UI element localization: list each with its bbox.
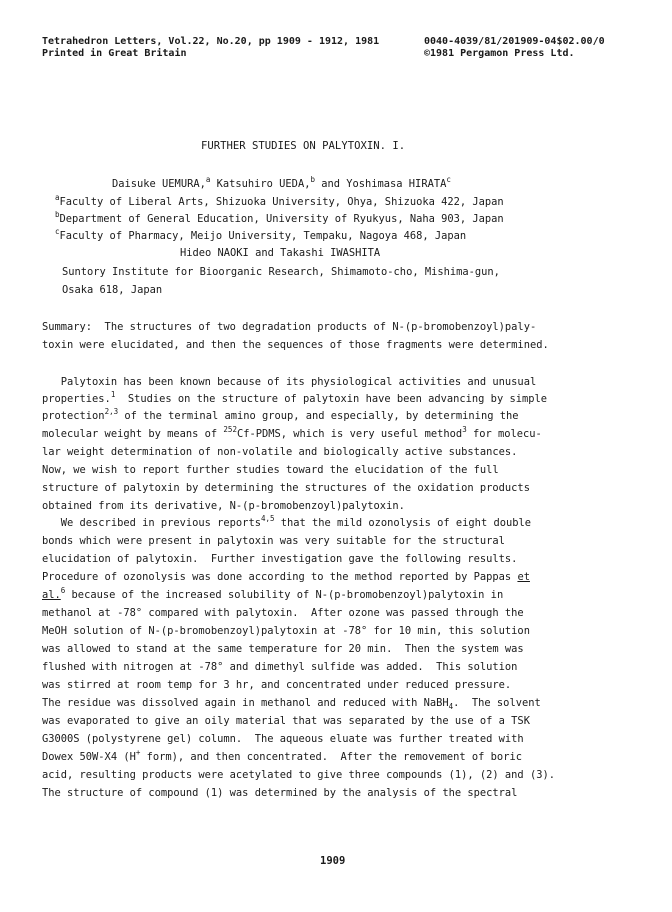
body-line-17: flushed with nitrogen at -78° and dimethyl sulfide was added. This solution [42,661,518,673]
body-line-21: G3000S (polystyrene gel) column. The aqueous eluate was further treated with [42,733,524,745]
body-line-8: obtained from its derivative, N-(p-bromobenzoyl)palytoxin. [42,500,405,512]
body-line-15: MeOH solution of N-(p-bromobenzoyl)palytoxin at -78° for 10 min, this solution [42,625,530,637]
affiliation-c-mark: c [55,227,60,236]
body-line-7: structure of palytoxin by determining the structures of the oxidation products [42,482,530,494]
body-line-20: was evaporated to give an oily material that was separated by the use of a TSK [42,715,530,727]
body-line-13 [42,586,504,601]
body-line-24: The structure of compound (1) was determined by the analysis of the spectral [42,787,518,799]
paper-title: FURTHER STUDIES ON PALYTOXIN. I. [201,140,406,152]
author-hirata: and Yoshimasa HIRATA [314,178,447,190]
body-line-9b: that the mild ozonolysis of eight double [274,517,531,529]
reference-6: 6 [60,586,66,595]
body-line-22 [42,748,522,763]
body-line-12a: Procedure of ozonolysis was done according to the method reported by Pappas [42,571,518,583]
article-code: 0040-4039/81/201909-04$02.00/0 [424,36,605,47]
author-uemura: Daisuke UEMURA, [112,178,206,190]
body-line-4 [42,425,542,440]
body-line-10: bonds which were present in palytoxin was very suitable for the structural [42,535,505,547]
body-line-3 [42,407,519,422]
body-line-19b: . The solvent [453,697,541,709]
copyright-notice: ©1981 Pergamon Press Ltd. [424,48,575,59]
reference-1: 1 [110,390,116,399]
body-line-14: methanol at -78° compared with palytoxin. After ozone was passed through the [42,607,524,619]
body-line-23: acid, resulting products were acetylated to give three compounds (1), (2) and (3). [42,769,555,781]
author-ueda-affil: b [310,175,315,184]
journal-citation: Tetrahedron Letters, Vol.22, No.20, pp 1909 - 1912, 1981 [42,36,380,47]
body-line-2a: properties. [42,393,111,405]
body-line-4c: for molecu- [466,428,542,440]
body-line-1: Palytoxin has been known because of its physiological activities and unusual [42,376,537,388]
reference-3: 3 [462,425,467,434]
author-ueda: Katsuhiro UEDA, [210,178,311,190]
summary-line-1: Summary: The structures of two degradation products of N-(p-bromobenzoyl)paly- [42,321,537,333]
body-line-2b: Studies on the structure of palytoxin have been advancing by simple [115,393,547,405]
summary-line-2: toxin were elucidated, and then the sequences of those fragments were determined. [42,339,549,351]
institution-line-2: Osaka 618, Japan [62,284,163,296]
body-line-3a: protection [42,410,105,422]
body-line-4a: molecular weight by means of [42,428,224,440]
body-line-18: was stirred at room temp for 3 hr, and concentrated under reduced pressure. [42,679,512,691]
affiliation-a-mark: a [55,193,60,202]
affiliation-a-text: Faculty of Liberal Arts, Shizuoka University, Ohya, Shizuoka 422, Japan [59,196,504,208]
affiliation-b-mark: b [55,210,60,219]
second-author-list: Hideo NAOKI and Takashi IWASHITA [180,247,381,259]
body-line-19a: The residue was dissolved again in methanol and reduced with NaBH [42,697,449,709]
body-line-13b: because of the increased solubility of N-(p-bromobenzoyl)palytoxin in [65,589,504,601]
body-line-11: elucidation of palytoxin. Further investigation gave the following results. [42,553,518,565]
body-line-5: lar weight determination of non-volatile and biologically active substances. [42,446,518,458]
affiliation-a [55,193,504,208]
institution-line-1: Suntory Institute for Bioorganic Research, Shimamoto-cho, Mishima-gun, [62,266,500,278]
reference-2-3: 2,3 [104,407,119,416]
body-line-13-underlined: al. [42,589,61,601]
author-list [112,175,451,190]
author-uemura-affil: a [205,175,211,184]
body-line-4b: Cf-PDMS, which is very useful method [236,428,463,440]
body-line-12-underlined: et [517,571,530,583]
printed-location: Printed in Great Britain [42,48,187,59]
body-line-22a: Dowex 50W-X4 (H [42,751,136,763]
subscript-4: 4 [448,702,454,711]
body-line-16: was allowed to stand at the same temperature for 20 min. Then the system was [42,643,524,655]
author-hirata-affil: c [446,175,451,184]
affiliation-b [55,210,504,225]
superscript-plus: + [135,748,141,757]
isotope-252: 252 [223,425,237,434]
body-line-9 [42,514,531,529]
body-line-22b: form), and then concentrated. After the removement of boric [140,751,522,763]
affiliation-c-text: Faculty of Pharmacy, Meijo University, Tempaku, Nagoya 468, Japan [59,230,467,242]
body-line-2 [42,390,547,405]
page-number: 1909 [320,855,346,867]
body-line-6: Now, we wish to report further studies toward the elucidation of the full [42,464,499,476]
reference-4-5: 4,5 [260,514,275,523]
affiliation-c [55,227,467,242]
body-line-19 [42,697,541,709]
body-line-3b: of the terminal amino group, and especially, by determining the [118,410,519,422]
affiliation-b-text: Department of General Education, University of Ryukyus, Naha 903, Japan [59,213,504,225]
body-line-12 [42,571,530,583]
body-line-9a: We described in previous reports [42,517,261,529]
